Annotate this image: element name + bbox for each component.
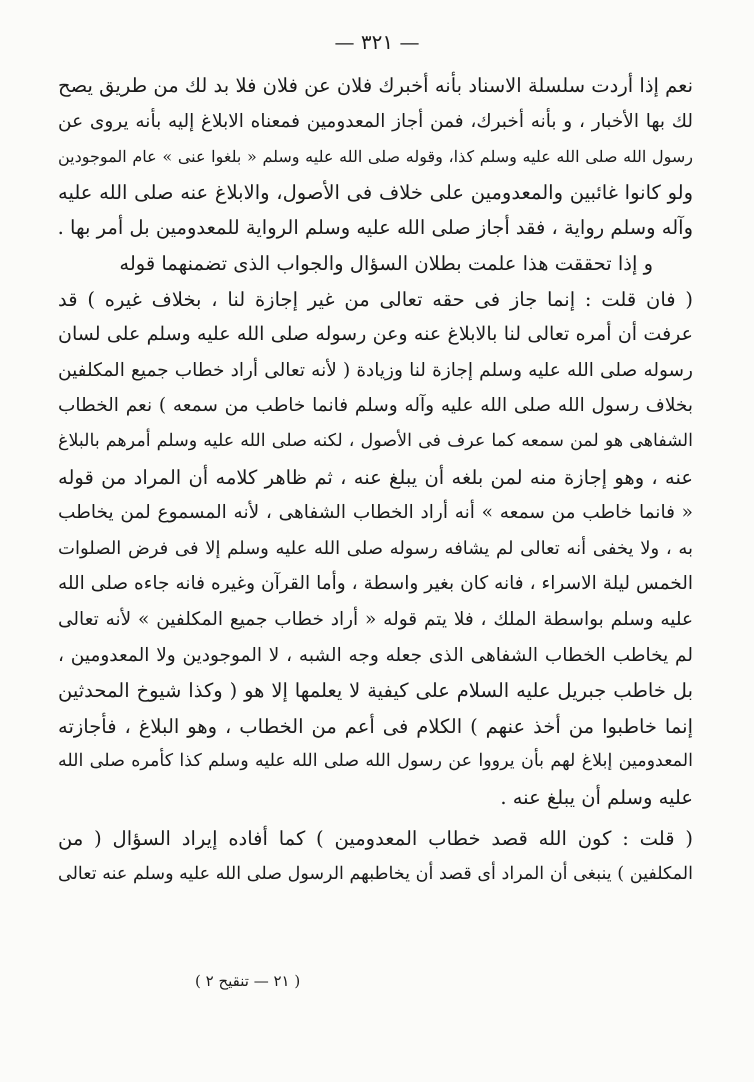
page-number: — ٣٢١ —: [334, 30, 420, 54]
text-line: ولو كانوا غائبين والمعدومين على خلاف فى الأصول، والابلاغ عنه صلى الله عليه: [58, 180, 693, 204]
text-line: ( فان قلت : إنما جاز فى حقه تعالى من غير إجازة لنا ، بخلاف غيره ) قد: [58, 287, 693, 311]
text-line: عليه وسلم بواسطة الملك ، فلا يتم قوله « أراد خطاب جميع المكلفين » لأنه تعالى: [58, 608, 693, 630]
text-line: رسوله صلى الله عليه وسلم إجازة لنا وزيادة ( لأنه تعالى أراد خطاب جميع المكلفين: [58, 359, 693, 381]
text-line: المعدومين إبلاغ لهم بأن يرووا عن رسول الله صلى الله عليه وسلم كذا كأمره صلى الله: [58, 751, 693, 772]
text-line: الخمس ليلة الاسراء ، فانه كان بغير واسطة ، وأما القرآن وغيره فانه جاءه صلى الله: [58, 573, 693, 595]
body-text: [58, 68, 693, 893]
text-line: ( قلت : كون الله قصد خطاب المعدومين ) كما أفاده إيراد السؤال ( من: [58, 827, 693, 851]
text-line: لم يخاطب الخطاب الشفاهى الذى جعله وجه الشبه ، لا الموجودين ولا المعدومين ،: [58, 644, 693, 666]
text-line: « فانما خاطب من سمعه » أنه أراد الخطاب الشفاهى ، لأنه المسموع لمن يخاطب: [58, 502, 693, 524]
text-line: به ، ولا يخفى أنه تعالى لم يشافه رسوله صلى الله عليه وسلم إلا فى فرض الصلوات: [58, 537, 693, 559]
text-line: عرفت أن أمره تعالى لنا بالابلاغ عنه وعن رسوله صلى الله عليه وسلم على لسان: [58, 323, 693, 346]
text-line: رسول الله صلى الله عليه وسلم كذا، وقوله صلى الله عليه وسلم « بلغوا عنى » عام الموجودين: [58, 147, 693, 167]
text-line: الشفاهى هو لمن سمعه كما عرف فى الأصول ، لكنه صلى الله عليه وسلم أمرهم بالبلاغ: [58, 430, 693, 451]
text-line: بل خاطب جبريل عليه السلام على كيفية لا يعلمها إلا هو ( وكذا شيوخ المحدثين: [58, 679, 693, 703]
text-line: و إذا تحققت هذا علمت بطلان السؤال والجواب الذى تضمنهما قوله: [119, 251, 653, 275]
text-line: لك بها الأخبار ، و بأنه أخبرك، فمن أجاز المعدومين فمعناه الابلاغ إليه بأنه يروى عن: [58, 110, 693, 132]
text-line: إنما خاطبوا من أخذ عنهم ) الكلام فى أعم من الخطاب ، وهو البلاغ ، فأجازته: [58, 714, 693, 738]
text-line: عنه ، وهو إجازة منه لمن بلغه أن يبلغ عنه ، ثم ظاهر كلامه أن المراد من قوله: [58, 465, 693, 489]
text-line: المكلفين ) ينبغى أن المراد أى قصد أن يخاطبهم الرسول صلى الله عليه وسلم عنه تعالى: [58, 864, 693, 885]
text-line: وآله وسلم رواية ، فقد أجاز صلى الله عليه وسلم الرواية للمعدومين بل أمر بها .: [58, 216, 693, 240]
text-line: بخلاف رسول الله صلى الله عليه وآله وسلم فانما خاطب من سمعه ) نعم الخطاب: [58, 395, 693, 417]
text-line: نعم إذا أردت سلسلة الاسناد بأنه أخبرك فلان عن فلان فلا بد لك من طريق يصح: [58, 74, 693, 97]
text-line: عليه وسلم أن يبلغ عنه .: [500, 785, 693, 809]
footer-signature: ( ٢١ — تنقيح ٢ ): [195, 972, 301, 990]
